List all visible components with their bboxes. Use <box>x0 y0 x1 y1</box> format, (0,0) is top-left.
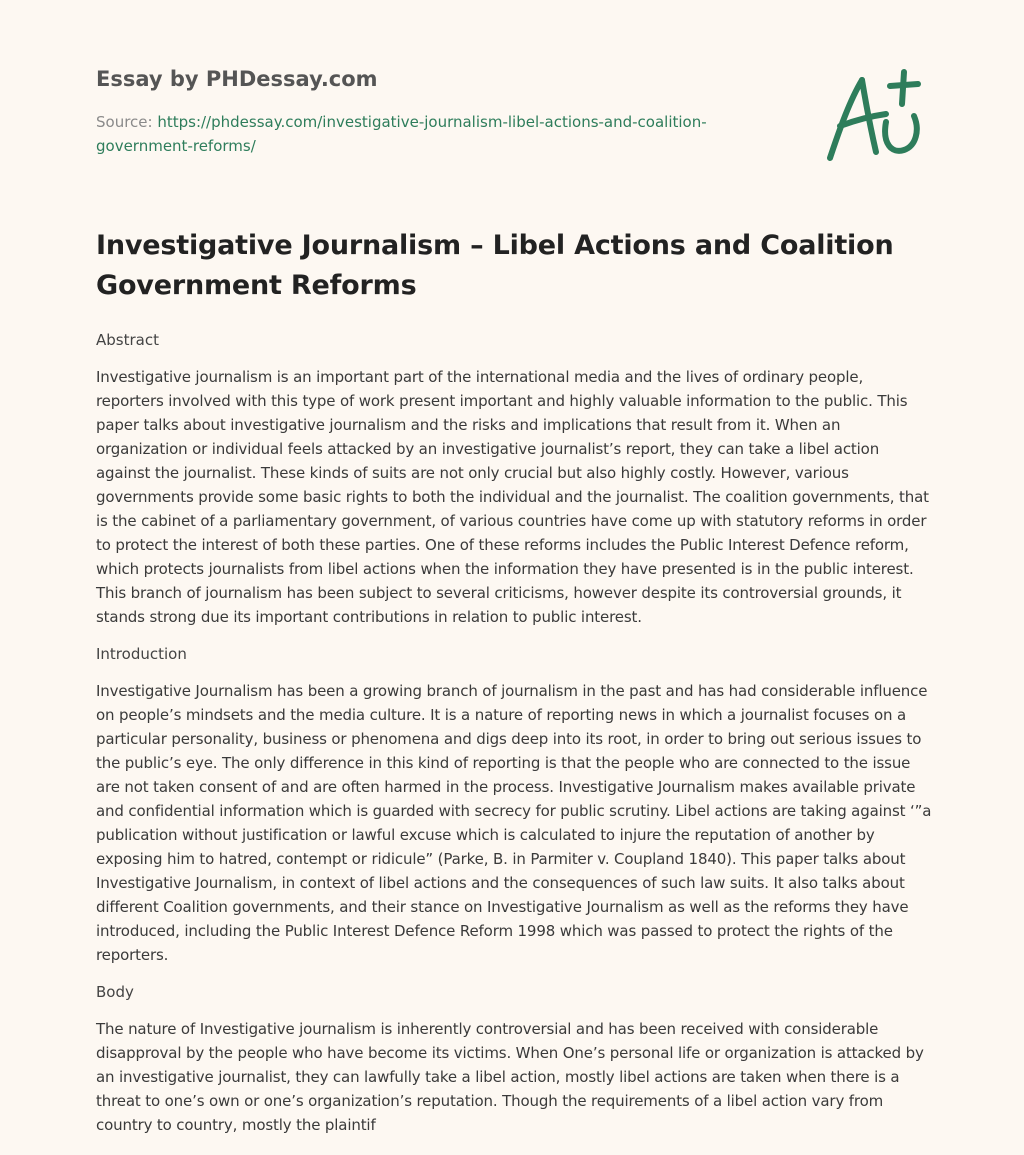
source-link[interactable] <box>96 113 707 155</box>
section-text-abstract: Investigative journalism is an important part of the international media and the lives of ordinary people, reporters involved with this type of work present important and highly valuable information to the public. This paper talks about investigative journalism and the risks and implications that result from it. When an organization or individual feels attacked by an investigative journalist’s report, they can take a libel action against the journalist. These kinds of suits are not only crucial but also highly costly. However, various governments provide some basic rights to both the individual and the journalist. The coalition governments, that is the cabinet of a parliamentary government, of various countries have come up with statutory reforms in order to protect the interest of both these parties. One of these reforms includes the Public Interest Defence reform, which protects journalists from libel actions when the information they have presented is in the public interest. This branch of journalism has been subject to several criticisms, however despite its controversial grounds, it stands strong due its important contributions in relation to public interest. <box>96 368 929 626</box>
section-label-body: Body <box>96 983 134 1001</box>
article <box>96 226 932 1150</box>
brand-title: Essay by PHDessay.com <box>96 67 378 91</box>
article-title: Investigative Journalism – Libel Actions and Coalition Government Reforms <box>96 230 894 301</box>
source-link-line1: https://phdessay.com/investigative-journalism-libel-actions-and-coalition- <box>157 113 707 131</box>
source-line <box>96 110 736 158</box>
section-label-introduction: Introduction <box>96 645 187 663</box>
section-text-body: The nature of Investigative journalism is inherently controversial and has been received with considerable disapproval by the people who have become its victims. When One’s personal life or organization is attacked by an investigative journalist, they can lawfully take a libel action, mostly libel actions are taken when there is a threat to one’s own or one’s organization’s reputation. Though the requirements of a libel action vary from country to country, mostly the plaintif <box>96 1020 924 1134</box>
header <box>96 64 736 158</box>
section-text-introduction: Investigative Journalism has been a growing branch of journalism in the past and has had considerable influence on people’s mindsets and the media culture. It is a nature of reporting news in which a journalist focuses on a particular personality, business or phenomena and digs deep into its root, in order to bring out serious issues to the public’s eye. The only difference in this kind of reporting is that the people who are connected to the issue are not taken consent of and are often harmed in the process. Investigative Journalism makes available private and confidential information which is guarded with secrecy for public scrutiny. Libel actions are taking against ‘”a publication without justification or lawful excuse which is calculated to injure the reputation of another by exposing him to hatred, contempt or ridicule” (Parke, B. in Parmiter v. Coupland 1840). This paper talks about Investigative Journalism, in context of libel actions and the consequences of such law suits. It also talks about different Coalition governments, and their stance on Investigative Journalism as well as the reforms they have introduced, including the Public Interest Defence Reform 1998 which was passed to protect the rights of the reporters. <box>96 682 932 964</box>
source-link-line2: government-reforms/ <box>96 137 256 155</box>
a-plus-grade-icon <box>820 64 932 168</box>
section-label-abstract: Abstract <box>96 331 159 349</box>
source-label: Source: <box>96 113 158 131</box>
